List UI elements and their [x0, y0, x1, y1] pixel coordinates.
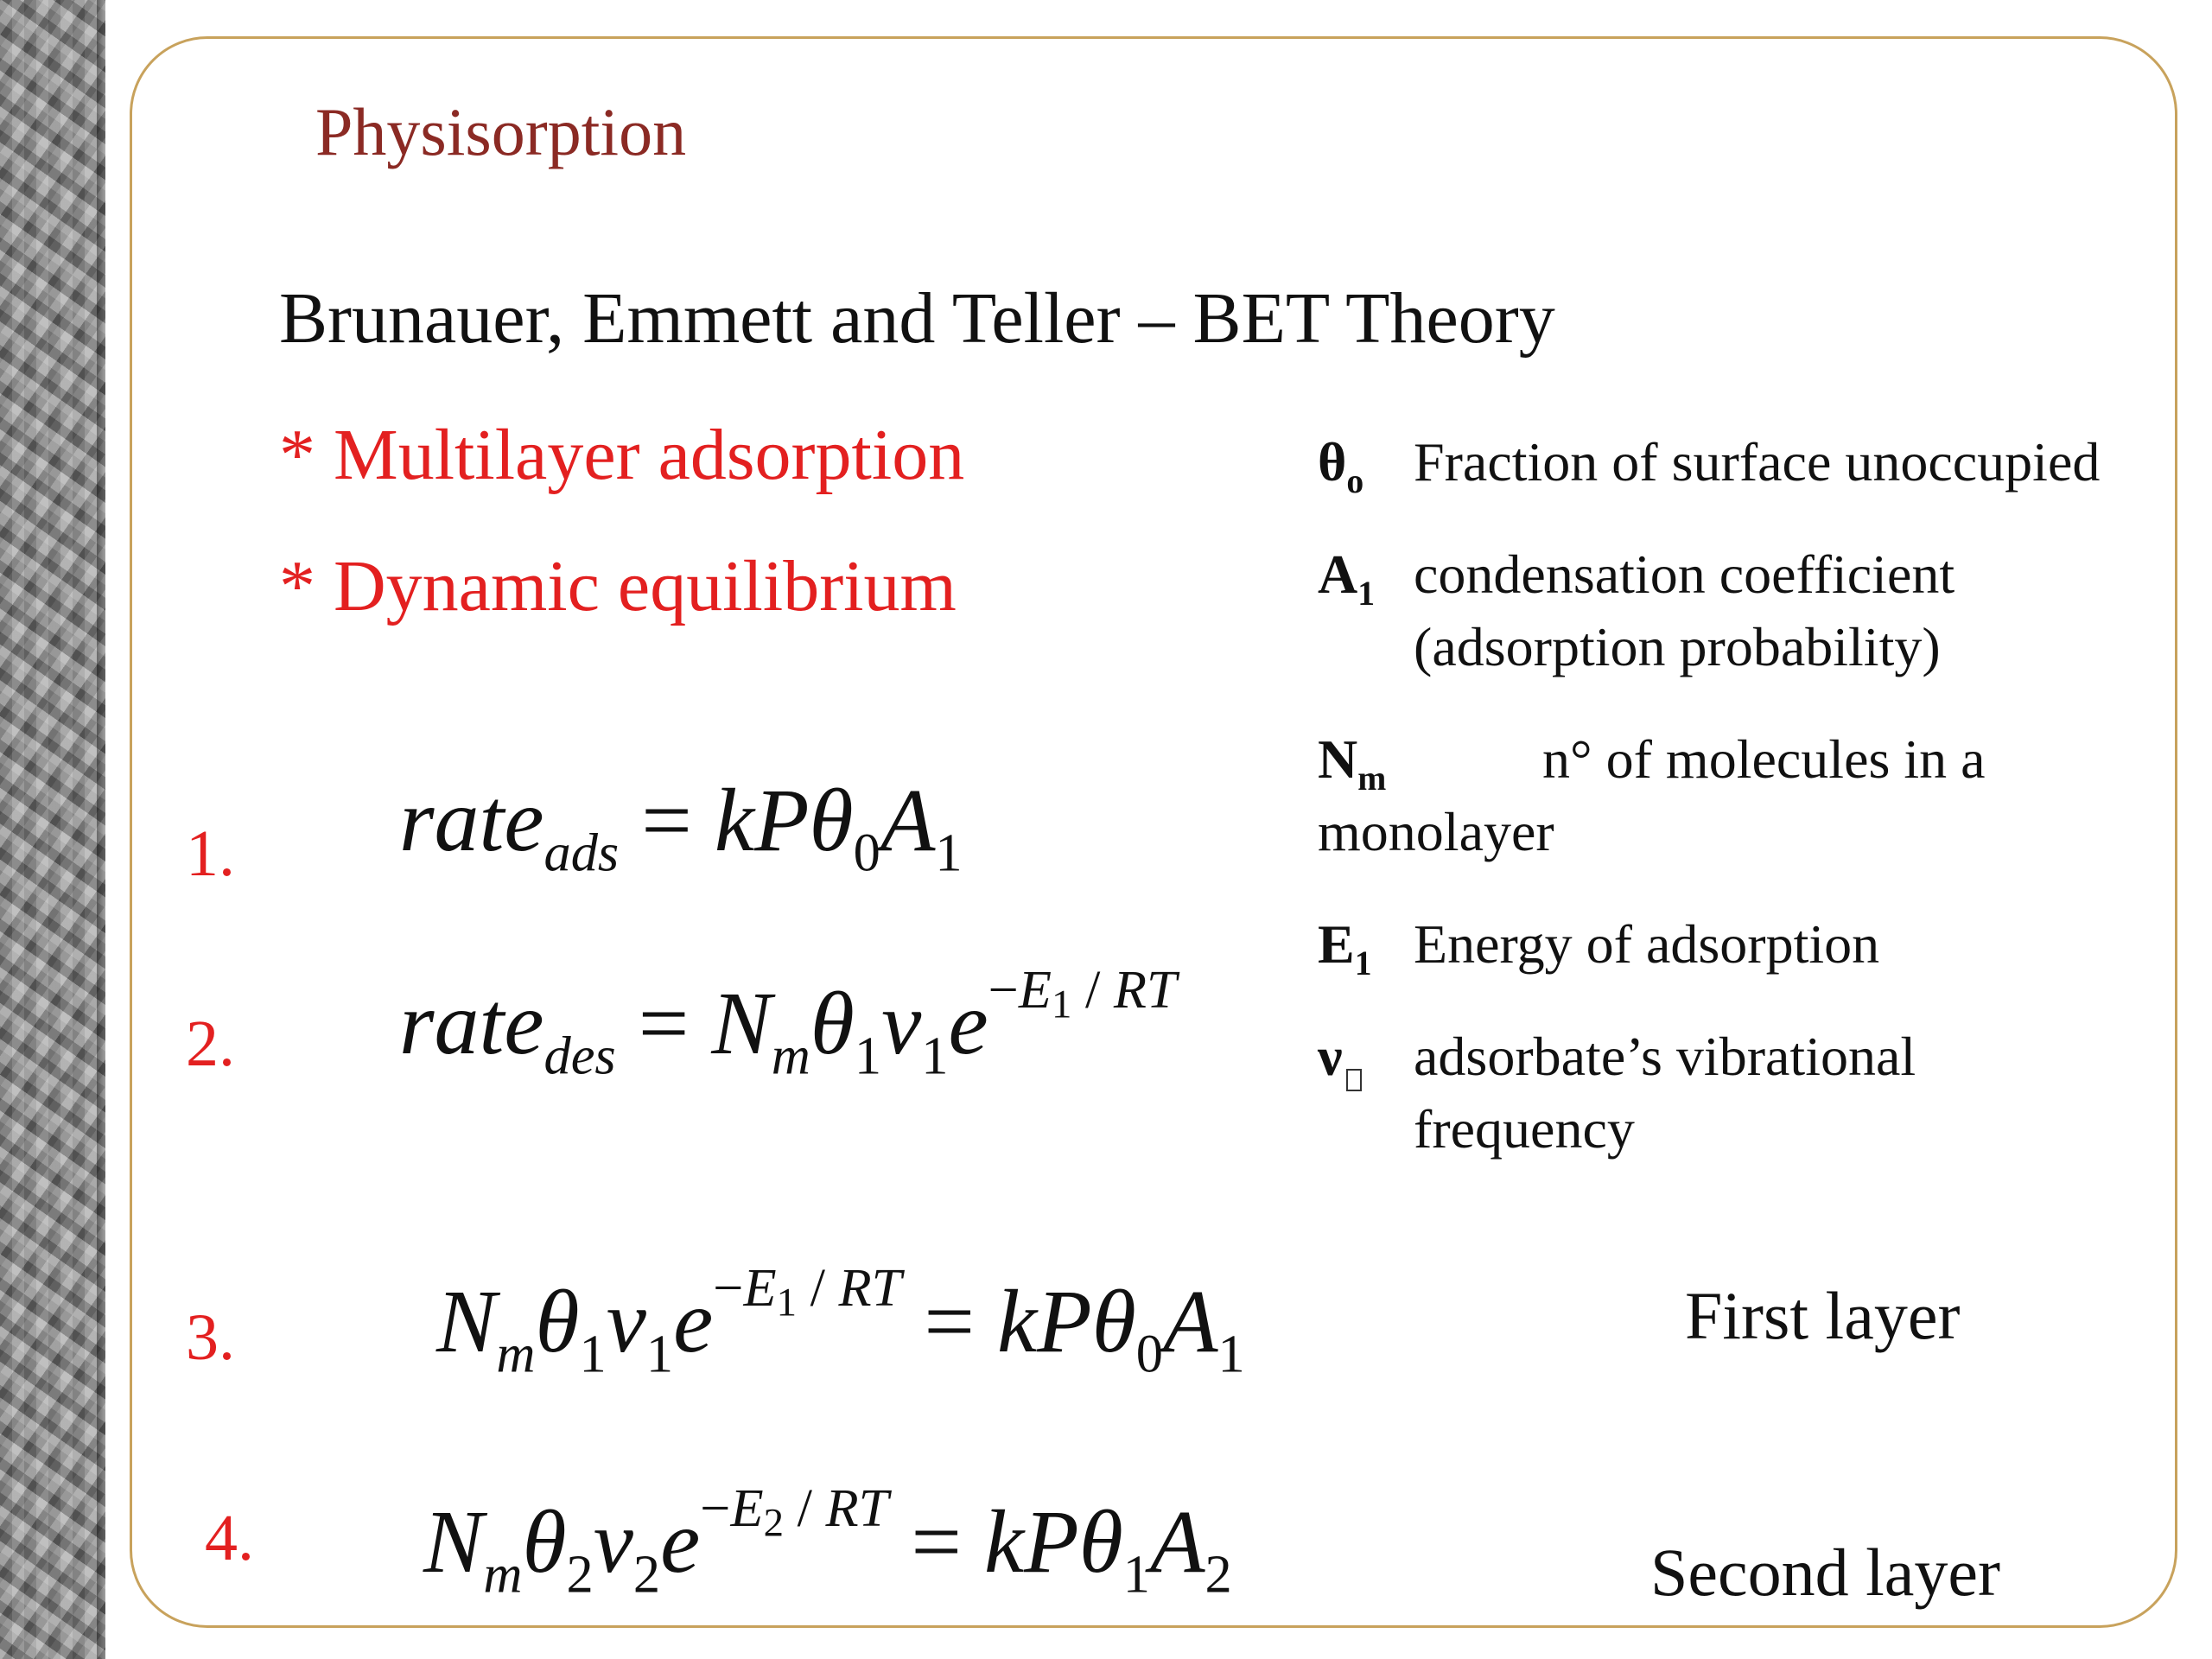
bullet-multilayer: * Multilayer adsorption	[279, 415, 965, 495]
slide-title: Physisorption	[315, 94, 687, 169]
missing-glyph-box	[1346, 1069, 1362, 1091]
legend-desc-nm: n° of molecules in a	[1542, 728, 1986, 790]
legend-desc-nu-line2: frequency	[1414, 1098, 1635, 1160]
legend-symbol-e1: $E_1$	[1318, 913, 1372, 982]
legend-symbol-nu: ν	[1318, 1025, 1362, 1091]
label-first-layer: First layer	[1685, 1278, 1961, 1353]
legend-symbol-a1: $A_1$	[1318, 543, 1376, 613]
equation-rate-ads: rate$_{ads}$ = $kP\theta_0A_1$	[399, 771, 963, 883]
equation-number-2: 2.	[186, 1007, 235, 1080]
equation-number-3: 3.	[186, 1301, 235, 1374]
slide-subtitle: Brunauer, Emmett and Teller – BET Theory	[279, 278, 1555, 359]
legend-desc-a1-line2: (adsorption probability)	[1414, 616, 1941, 677]
equation-number-4: 4.	[205, 1502, 254, 1574]
legend-desc-e1: Energy of adsorption	[1414, 913, 1880, 975]
legend-desc-a1: condensation coefficient	[1414, 543, 1955, 605]
legend-symbol-theta-o: $\theta_o$	[1318, 431, 1364, 500]
equation-first-layer: $N_m\theta_1\nu_1e^{-E_1 / RT} = kP\theta_0A_1$	[436, 1258, 1245, 1384]
bullet-dynamic-equilibrium: * Dynamic equilibrium	[279, 546, 957, 626]
legend-symbol-nm: $N_m$	[1318, 728, 1387, 798]
equation-number-1: 1.	[186, 817, 235, 890]
equation-rate-des: rate$_{des}$ = $N_m\theta_1\nu_1e^{-E_1 / RT}$	[399, 960, 1177, 1086]
side-texture-strip	[0, 0, 105, 1659]
equation-second-layer: $N_m\theta_2\nu_2e^{-E_2 / RT} = kP\theta_1A_2$	[423, 1478, 1232, 1605]
legend-desc-theta-o: Fraction of surface unoccupied	[1414, 431, 2101, 493]
legend-desc-nm-line2: monolayer	[1318, 801, 1554, 862]
legend-desc-nu: adsorbate’s vibrational	[1414, 1026, 1916, 1087]
label-second-layer: Second layer	[1650, 1535, 2001, 1610]
